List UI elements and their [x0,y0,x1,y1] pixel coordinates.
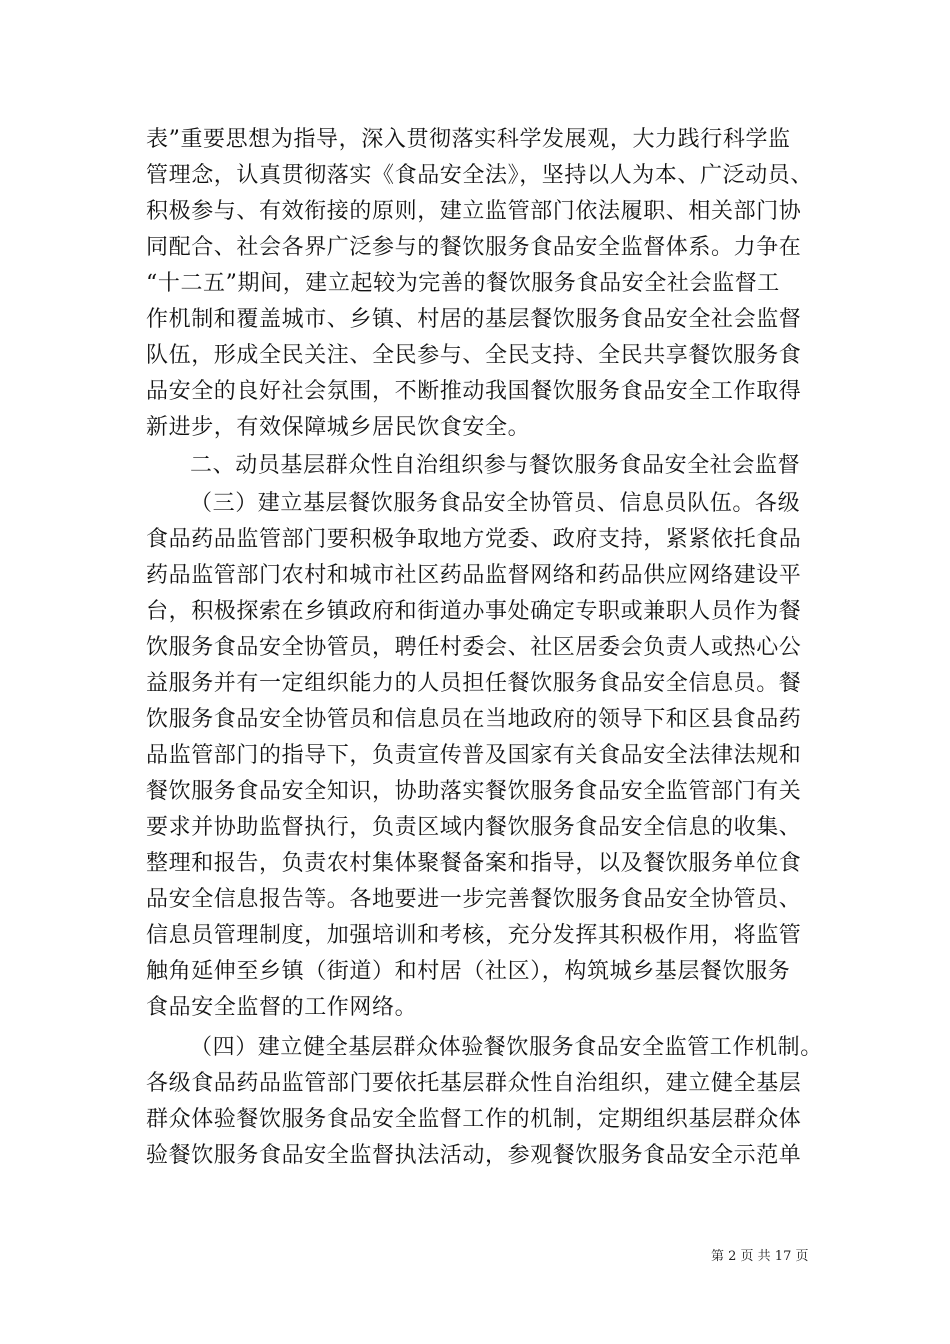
text-line: 餐饮服务食品安全知识，协助落实餐饮服务食品安全监管部门有关 [146,779,802,804]
text-line: 触角延伸至乡镇（街道）和村居（社区），构筑城乡基层餐饮服务 [146,959,791,984]
text-line: 作机制和覆盖城市、乡镇、村居的基层餐饮服务食品安全社会监督 [146,307,802,332]
text-line: 群众体验餐饮服务食品安全监督工作的机制，定期组织基层群众体 [146,1107,802,1132]
text-line: 品安全的良好社会氛围，不断推动我国餐饮服务食品安全工作取得 [146,379,802,404]
text-line: 新进步，有效保障城乡居民饮食安全。 [146,415,531,440]
text-line: 食品药品监管部门要积极争取地方党委、政府支持，紧紧依托食品 [146,527,802,552]
text-line: 积极参与、有效衔接的原则，建立监管部门依法履职、相关部门协 [146,199,802,224]
text-line: 品监管部门的指导下，负责宣传普及国家有关食品安全法律法规和 [146,743,802,768]
text-line: 信息员管理制度，加强培训和考核，充分发挥其积极作用，将监管 [146,923,802,948]
text-line: 同配合、社会各界广泛参与的餐饮服务食品安全监督体系。力争在 [146,235,802,260]
text-line: 验餐饮服务食品安全监督执法活动，参观餐饮服务食品安全示范单 [146,1143,802,1168]
text-line: 益服务并有一定组织能力的人员担任餐饮服务食品安全信息员。餐 [146,671,802,696]
text-line: “十二五”期间，建立起较为完善的餐饮服务食品安全社会监督工 [146,271,780,296]
text-line: 台，积极探索在乡镇政府和街道办事处确定专职或兼职人员作为餐 [146,599,802,624]
text-line: 队伍，形成全民关注、全民参与、全民支持、全民共享餐饮服务食 [146,343,802,368]
text-line: 品安全信息报告等。各地要进一步完善餐饮服务食品安全协管员、 [146,887,802,912]
text-line: 饮服务食品安全协管员和信息员在当地政府的领导下和区县食品药 [146,707,802,732]
text-line: 各级食品药品监管部门要依托基层群众性自治组织，建立健全基层 [146,1071,802,1096]
text-line: （三）建立基层餐饮服务食品安全协管员、信息员队伍。各级 [190,491,801,516]
section-heading: 二、动员基层群众性自治组织参与餐饮服务食品安全社会监督 [190,453,801,478]
text-line: 要求并协助监督执行，负责区域内餐饮服务食品安全信息的收集、 [146,815,802,840]
text-line: 药品监管部门农村和城市社区药品监督网络和药品供应网络建设平 [146,563,802,588]
page-number: 第 2 页 共 17 页 [711,1249,809,1264]
text-line: （四）建立健全基层群众体验餐饮服务食品安全监管工作机制。 [190,1035,823,1060]
text-line: 食品安全监督的工作网络。 [146,995,418,1020]
text-line: 饮服务食品安全协管员，聘任村委会、社区居委会负责人或热心公 [146,635,802,660]
text-line: 表”重要思想为指导，深入贯彻落实科学发展观，大力践行科学监 [146,127,791,152]
text-line: 整理和报告，负责农村集体聚餐备案和指导，以及餐饮服务单位食 [146,851,802,876]
text-line: 管理念，认真贯彻落实《食品安全法》，坚持以人为本、广泛动员、 [146,163,814,188]
